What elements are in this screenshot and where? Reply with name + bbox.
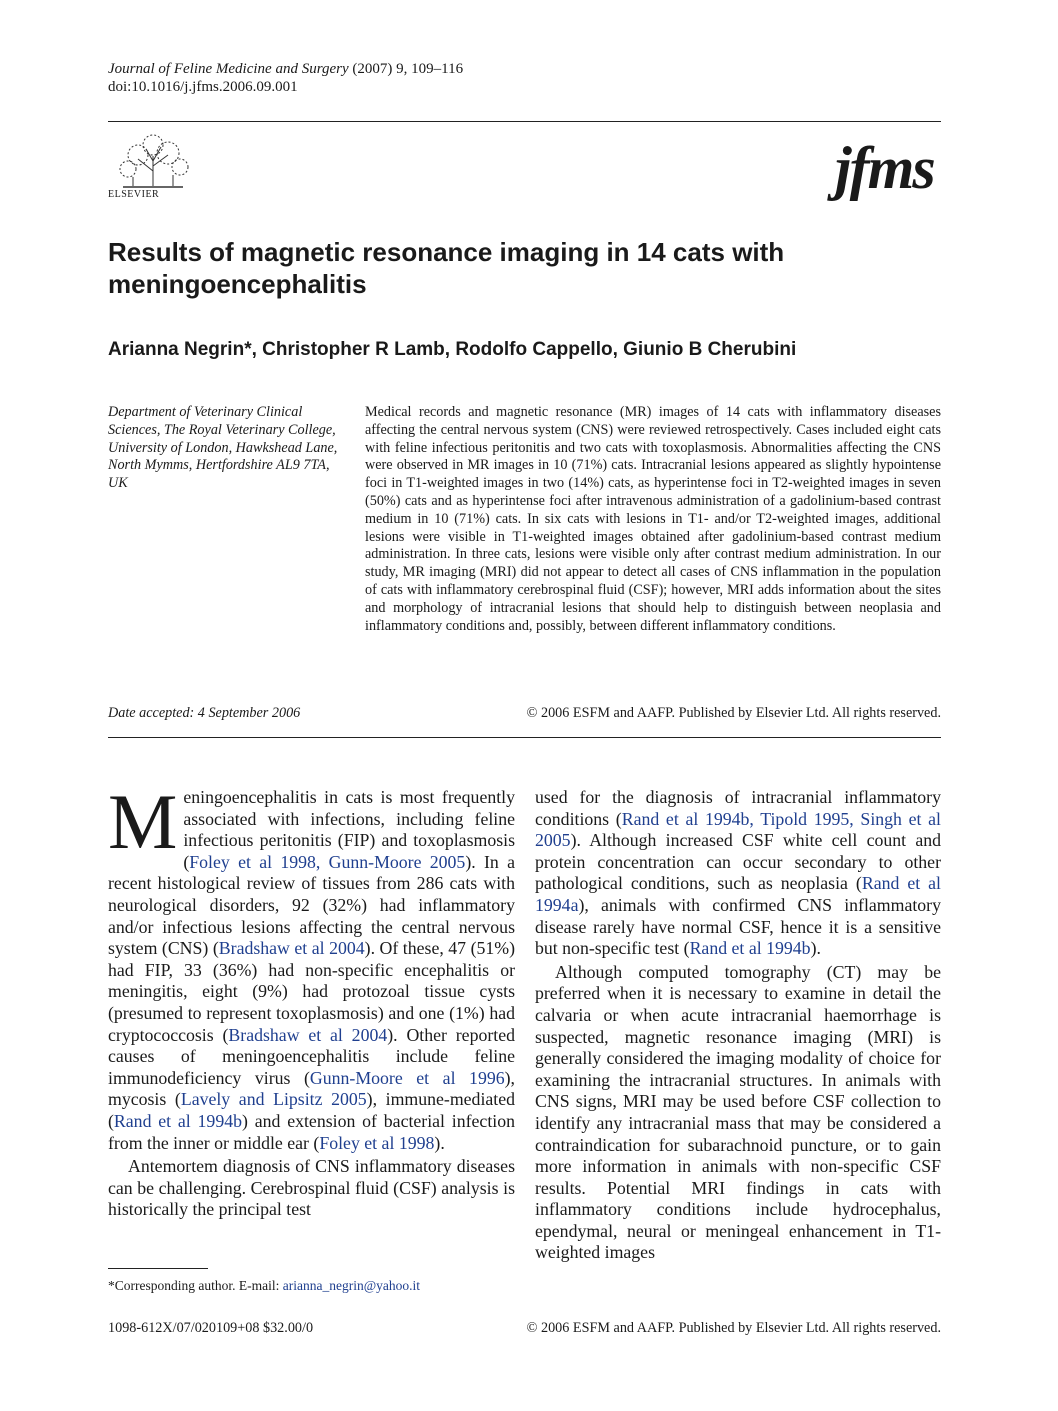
text-run: used for the diagnosis of intracranial inflammatory conditions ( bbox=[535, 787, 941, 829]
date-accepted: Date accepted: 4 September 2006 bbox=[108, 705, 301, 721]
citation-link[interactable]: Rand et al 1994a bbox=[535, 873, 941, 915]
authors: Arianna Negrin*, Christopher R Lamb, Rodolfo Cappello, Giunio B Cherubini bbox=[108, 339, 797, 360]
article-title: Results of magnetic resonance imaging in 14 cats with meningoencephalitis bbox=[108, 237, 785, 299]
text-run: ). Other reported causes of meningoencephalitis include feline immunodeficiency virus ( bbox=[108, 1024, 516, 1088]
citation-link[interactable]: Foley et al 1998, Gunn-Moore 2005 bbox=[189, 851, 466, 872]
text-run: ). bbox=[810, 938, 821, 959]
journal-logo: jfms bbox=[835, 135, 934, 201]
footnote-rule bbox=[108, 1268, 208, 1269]
journal-name: Journal of Feline Medicine and Surgery bbox=[108, 61, 349, 77]
email-link[interactable]: arianna_negrin@yahoo.it bbox=[282, 1278, 420, 1293]
drop-cap: M bbox=[108, 778, 178, 865]
affiliation: Department of Veterinary Clinical Sciences, The Royal Veterinary College, University of London, Hawkshead Lane, North Mymms, Hertfordshire AL9 7TA, UK bbox=[108, 404, 338, 492]
text-run: ). Of these, 47 (51%) had FIP, 33 (36%) had non-specific encephalitis or meningitis, eight (9%) had protozoal tissue cysts (presumed to represent toxoplasmosis) and one (1%) had cryptococcosis ( bbox=[108, 938, 516, 1045]
publisher-name: ELSEVIER bbox=[108, 189, 160, 200]
body-column-left bbox=[108, 778, 516, 1221]
text-run: ), mycosis ( bbox=[108, 1067, 515, 1110]
abstract: Medical records and magnetic resonance (MR) images of 14 cats with inflammatory diseases affecting the central nervous system (CNS) were reviewed retrospectively. Cases included eight cats with feline infectious peritonitis and two cats with toxoplasmosis. Abnormalities affecting the CNS were observed in MR images in 10 (71%) cats. Intracranial lesions appeared as slightly hypointense foci in T1-weighted images in two (14%) cats, as hyperintense foci in T2-weighted images in seven (50%) cats and as hyperintense foci after intravenous administration of a gadolinium-based contrast medium in 10 (71%) cats. In six cats with lesions in T1- and/or T2-weighted images, additional lesions were visible in T1-weighted images obtained after gadolinium-based contrast medium administration. In three cats, lesions were visible only after contrast medium administration. In our study, MR imaging (MRI) did not appear to detect all cases of CNS inflammation in the population of cats with inflammatory cerebrospinal fluid (CSF); however, MRI adds information about the sites and morphology of intracranial lesions that should help to distinguish between neoplasia and inflammatory conditions and, possibly, between different inflammatory conditions. bbox=[365, 404, 941, 634]
footnote-text: *Corresponding author. E-mail: bbox=[108, 1278, 283, 1293]
citation-link[interactable]: Lavely and Lipsitz 2005 bbox=[180, 1089, 367, 1110]
text-run: ). In a recent histological review of tissues from 286 cats with neurological disorders, 92 (32%) had inflammatory and/or infectious lesions affecting the central nervous system (CNS) ( bbox=[108, 851, 515, 959]
citation-link[interactable]: Gunn-Moore et al 1996 bbox=[309, 1067, 505, 1088]
footnote bbox=[108, 1278, 420, 1294]
paragraph: Although computed tomography (CT) may be preferred when it is necessary to examine in detail the calvaria or when acute intracranial haemorrhage is suspected, magnetic resonance imaging (MRI) is generally considered the imaging modality of choice for examining the intracranial structures. In animals with CNS signs, MRI may be used before CSF collection to identify any intracranial mass that may be considered a contraindication for subarachnoid puncture, or to gain more information in animals with non-specific CSF results. Potential MRI findings in cats with inflammatory conditions include hydrocephalus, ependymal, neural or meningeal enhancement in T1-weighted images bbox=[535, 961, 941, 1263]
paragraph: Antemortem diagnosis of CNS inflammatory diseases can be challenging. Cerebrospinal fluid (CSF) analysis is historically the principal test bbox=[108, 1156, 515, 1220]
citation-link[interactable]: Rand et al 1994b bbox=[113, 1110, 242, 1131]
paragraph bbox=[535, 787, 941, 960]
citation-link[interactable]: Rand et al 1994b, Tipold 1995, Singh et al 2005 bbox=[535, 808, 941, 851]
text-run: ). Although increased CSF white cell count and protein concentration can occur secondary to other pathological conditions, such as neoplasia ( bbox=[535, 830, 941, 894]
text-run: ), immune-mediated ( bbox=[108, 1089, 515, 1131]
citation-link[interactable]: Rand et al 1994b bbox=[689, 938, 811, 959]
text-run: ) and extension of bacterial infection from the inner or middle ear ( bbox=[108, 1110, 515, 1153]
citation-link[interactable]: Bradshaw et al 2004 bbox=[228, 1024, 388, 1045]
text-run: ), animals with confirmed CNS inflammatory disease rarely have normal CSF, hence it is a sensitive but non-specific test ( bbox=[535, 894, 941, 959]
journal-volume: (2007) 9, 109–116 bbox=[348, 61, 464, 77]
abstract-rule bbox=[108, 737, 941, 738]
footer-copyright: © 2006 ESFM and AAFP. Published by Elsevier Ltd. All rights reserved. bbox=[526, 1320, 941, 1336]
paragraph bbox=[108, 778, 516, 1154]
text-run: eningoencephalitis in cats is most frequently associated with infections, including feline infectious peritonitis (FIP) and toxoplasmosis ( bbox=[183, 787, 515, 872]
citation-link[interactable]: Bradshaw et al 2004 bbox=[218, 938, 365, 959]
issn-line: 1098-612X/07/020109+08 $32.00/0 bbox=[108, 1320, 314, 1336]
journal-citation bbox=[108, 60, 463, 96]
body-column-right bbox=[535, 787, 941, 1264]
doi: doi:10.1016/j.jfms.2006.09.001 bbox=[108, 79, 298, 95]
abstract-copyright: © 2006 ESFM and AAFP. Published by Elsevier Ltd. All rights reserved. bbox=[526, 705, 941, 721]
header-rule bbox=[108, 121, 941, 122]
citation-link[interactable]: Foley et al 1998 bbox=[319, 1132, 435, 1153]
text-run: ). bbox=[434, 1132, 445, 1153]
